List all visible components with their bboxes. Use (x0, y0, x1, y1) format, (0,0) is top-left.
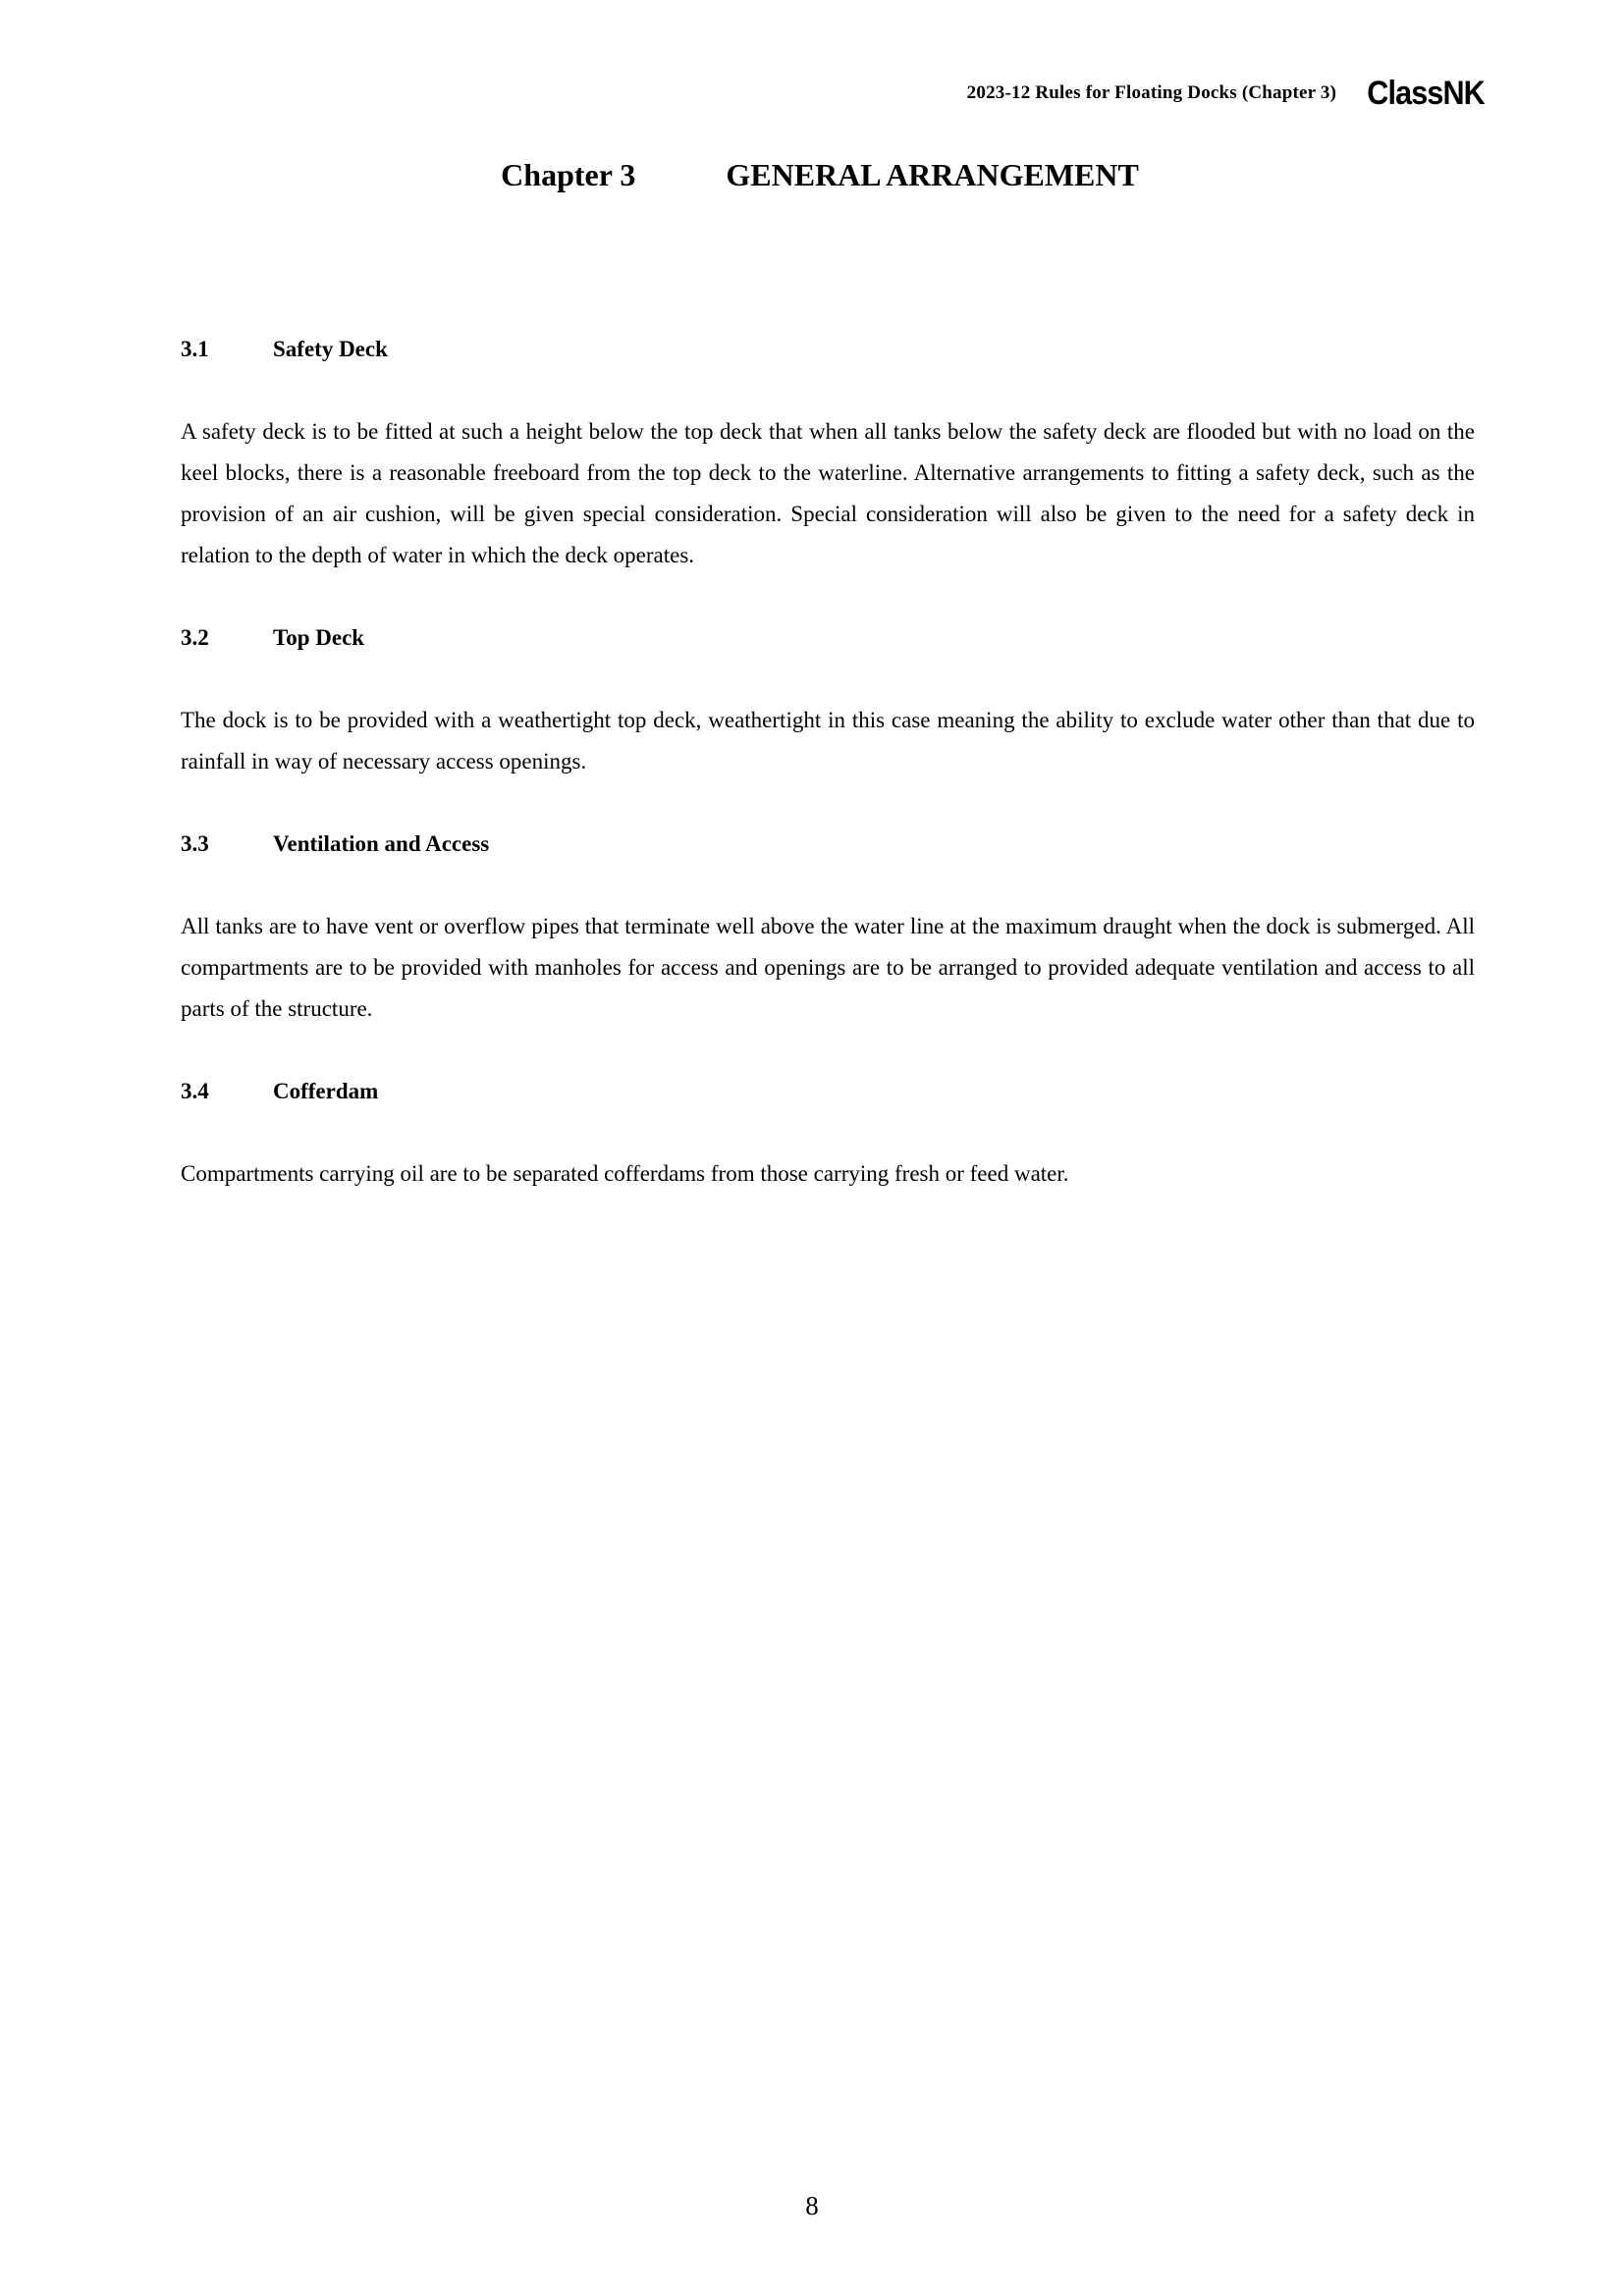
section-3-3 (181, 824, 1475, 1030)
section-heading (181, 1071, 1475, 1112)
chapter-title (0, 157, 1624, 193)
section-3-2 (181, 617, 1475, 782)
classnk-logo: ClassNK (1367, 75, 1485, 112)
chapter-number: Chapter 3 (501, 157, 636, 192)
section-title: Top Deck (273, 625, 365, 650)
section-number: 3.2 (181, 625, 209, 650)
section-paragraph: The dock is to be provided with a weathertight top deck, weathertight in this case meaning the ability to exclude water other than that due to rainfall in way of necessary access openings. (181, 708, 1475, 774)
section-3-4 (181, 1071, 1475, 1195)
section-3-1 (181, 329, 1475, 576)
section-number: 3.4 (181, 1079, 209, 1103)
section-paragraph: Compartments carrying oil are to be separated cofferdams from those carrying fresh or feed water. (181, 1161, 1069, 1186)
section-number: 3.3 (181, 831, 209, 856)
running-header-title: 2023-12 Rules for Floating Docks (Chapter 3) (966, 82, 1337, 103)
section-paragraph: All tanks are to have vent or overflow pipes that terminate well above the water line at the maximum draught when the dock is submerged. All compartments are to be provided with manholes for access and openings are to be arranged to provided adequate ventilation and access to all parts of the structure. (181, 914, 1475, 1021)
page-number: 8 (805, 2191, 819, 2220)
section-title: Cofferdam (273, 1079, 379, 1103)
section-title: Ventilation and Access (273, 831, 490, 856)
document-body (181, 329, 1475, 1236)
section-paragraph: A safety deck is to be fitted at such a height below the top deck that when all tanks below the safety deck are flooded but with no load on the keel blocks, there is a reasonable freeboard from the top deck to the waterline. Alternative arrangements to fitting a safety deck, such as the provision of an air cushion, will be given special consideration. Special consideration will also be given to the need for a safety deck in relation to the depth of water in which the deck operates. (181, 419, 1475, 567)
page-header (967, 77, 1485, 110)
section-title: Safety Deck (273, 337, 388, 361)
section-number: 3.1 (181, 337, 209, 361)
section-heading (181, 329, 1475, 370)
chapter-name: GENERAL ARRANGEMENT (726, 157, 1139, 192)
section-heading (181, 617, 1475, 659)
section-heading (181, 824, 1475, 865)
